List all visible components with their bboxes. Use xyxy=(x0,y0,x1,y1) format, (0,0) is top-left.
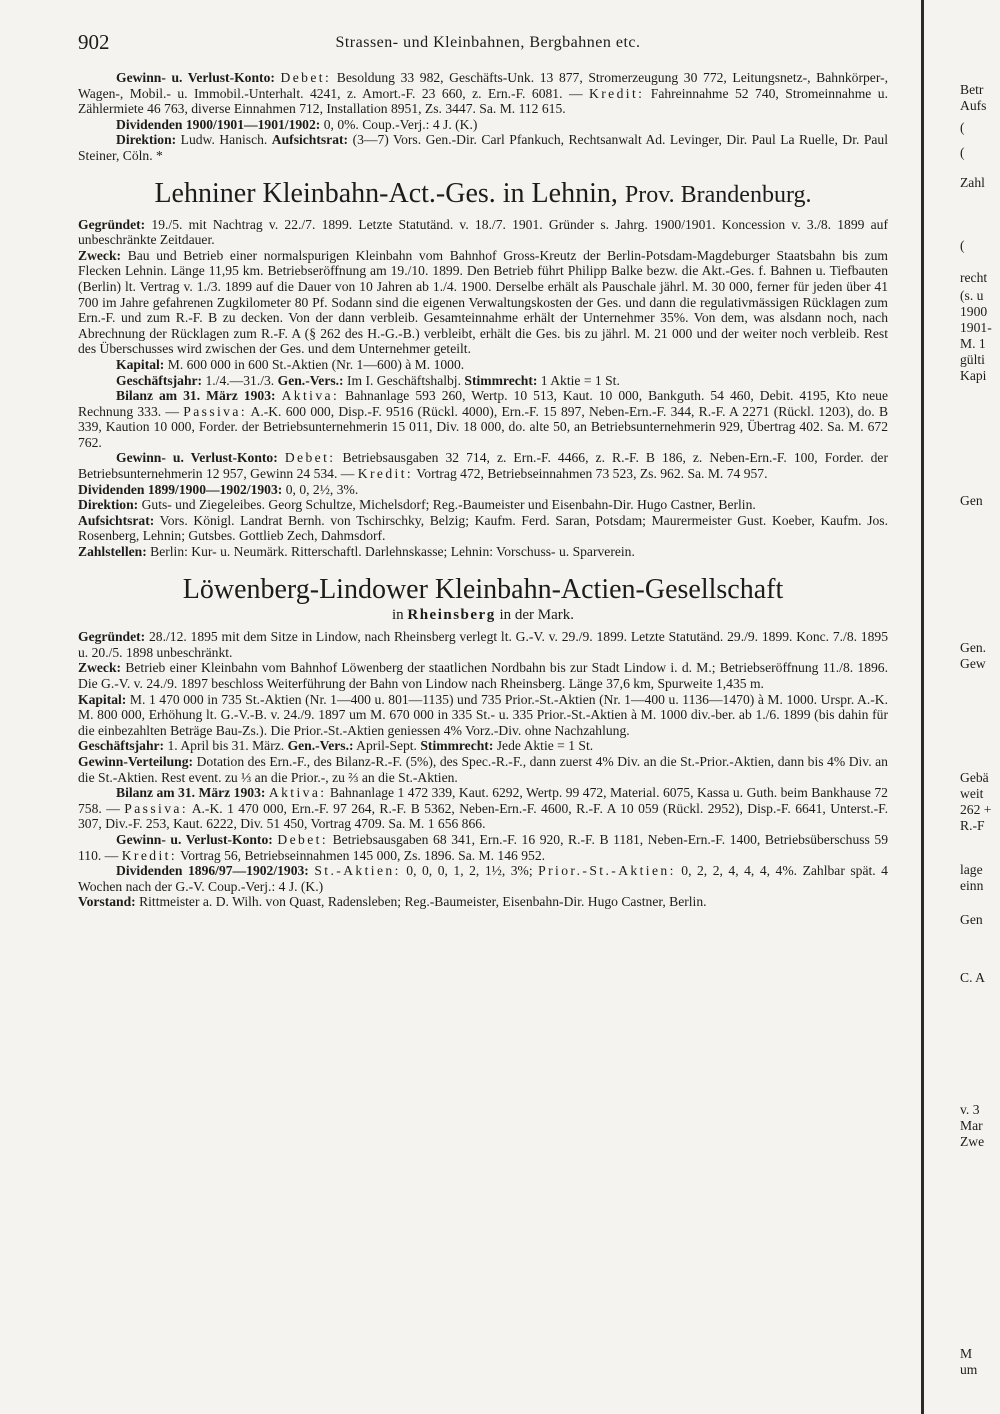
column-divider xyxy=(921,0,924,1414)
field-text: 0, 0, 2½, 3%. xyxy=(285,481,359,497)
company-title-lehnin xyxy=(78,178,888,211)
field-text: 1. April bis 31. März. xyxy=(167,738,285,754)
company-title-loewenberg: Löwenberg-Lindower Kleinbahn-Actien-Gesellschaft xyxy=(182,573,784,605)
lehnin-kapital xyxy=(78,357,888,373)
running-title: Strassen- und Kleinbahnen, Bergbahnen etc. xyxy=(335,34,641,51)
field-text: Betriebsausgaben 68 341, Ern.-F. 16 920, R.-F. B 1181, Neben-Ern.-F. 1400, Betriebsüberschuss 59 110. — xyxy=(78,831,889,863)
passiva-label: Passiva: xyxy=(183,403,247,419)
aktiva-label: Aktiva: xyxy=(281,388,340,404)
loewenberg-zweck xyxy=(78,660,888,691)
margin-fragment: Gen. xyxy=(960,640,987,655)
kredit-label: Kredit: xyxy=(589,85,645,101)
end-mark: * xyxy=(156,147,163,163)
subtitle-prefix: in xyxy=(391,606,404,623)
debet-label: Debet: xyxy=(280,70,332,85)
margin-fragment: Zahl xyxy=(960,175,985,190)
loewenberg-kapital xyxy=(78,692,888,739)
loewenberg-gegruendet xyxy=(78,629,888,660)
field-text: Fahreinnahme 52 740, Stromeinnahme u. Zählermiete 46 763, diverse Einnahmen 712, Installation 8951, Zs. 3447. Sa. M. 112 615. xyxy=(78,85,888,117)
company-title-province: Prov. Brandenburg. xyxy=(624,181,812,208)
subtitle-location: Rheinsberg xyxy=(407,606,496,623)
margin-fragment: ( xyxy=(960,238,965,253)
margin-fragment: v. 3 xyxy=(960,1102,980,1117)
field-label: Stimmrecht: xyxy=(420,738,494,754)
margin-fragment: 1901- xyxy=(960,320,992,335)
adjacent-page-fragments xyxy=(926,0,1000,1414)
prev-div-paragraph xyxy=(78,117,888,133)
field-label: Dividenden 1900/1901—1901/1902: xyxy=(116,116,321,132)
lehnin-dividenden xyxy=(78,482,888,498)
field-text: Vortrag 56, Betriebseinnahmen 145 000, Zs. 1896. Sa. M. 146 952. xyxy=(180,847,546,863)
margin-fragment: R.-F xyxy=(960,818,985,833)
field-text: Besoldung 33 982, Geschäfts-Unk. 13 877, Stromerzeugung 30 772, Leitungsnetz-, Bahnkörper-, Wagen-, Mobil.- u. Immobil.-Unterhalt. 4241, z. Amort.-F. 23 660, z. Ern.-F. 6081. — xyxy=(78,70,889,101)
margin-fragment: weit xyxy=(960,786,984,801)
field-label: Gewinn- u. Verlust-Konto: xyxy=(116,831,273,847)
field-label: Zweck: xyxy=(78,247,122,263)
margin-fragment: einn xyxy=(960,878,984,893)
lehnin-zahlstellen xyxy=(78,544,888,560)
field-text: Jede Aktie = 1 St. xyxy=(496,738,594,754)
field-text: 19./5. mit Nachtrag v. 22./7. 1899. Letzte Statutänd. v. 18./7. 1901. Gründer s. Jahrg. 1900/1901. Koncession v. 3./8. 1899 auf unbeschränkte Zeitdauer. xyxy=(78,216,888,248)
margin-fragment: Gebä xyxy=(960,770,989,785)
lehnin-geschaeftsjahr xyxy=(78,373,888,389)
field-text: 0, 0%. Coup.-Verj.: 4 J. (K.) xyxy=(323,116,478,132)
field-label: Gegründet: xyxy=(78,629,146,645)
lehnin-gegruendet xyxy=(78,217,888,248)
kredit-label: Kredit: xyxy=(121,847,177,863)
field-label: Gegründet: xyxy=(78,216,146,232)
loewenberg-guv xyxy=(78,832,888,863)
lehnin-direktion xyxy=(78,497,888,513)
field-text: Bahnanlage 1 472 339, Kaut. 6292, Wertp. 99 472, Material. 6075, Kassa u. Guth. beim Bankhause 72 758. — xyxy=(78,785,888,816)
margin-fragment: Betr xyxy=(960,82,984,97)
field-label: Gen.-Vers.: xyxy=(287,738,354,754)
field-label: Zweck: xyxy=(78,660,122,676)
margin-fragment: M xyxy=(960,1346,973,1361)
prev-dir-paragraph xyxy=(78,132,888,163)
field-text: Guts- und Ziegeleibes. Georg Schultze, Michelsdorf; Reg.-Baumeister und Eisenbahn-Dir. Hugo Castner, Berlin. xyxy=(141,497,756,513)
field-label: Geschäftsjahr: xyxy=(116,372,203,388)
field-text: M. 1 470 000 in 735 St.-Aktien (Nr. 1—400 u. 801—1135) und 735 Prior.-St.-Aktien (Nr. 1—400 u. 1136—1470) à M. 1000. Urspr. A.-K. M. 800 000, Erhöhung lt. G.-V.-B. v. 24./9. 1897 um M. 670 000 in 335 St.- u. 335 Prior.-St.-Aktien à M. 1000 div.-ber. ab 1./6. 1899 (bis dahin für die einbezahlten Beträge Bau-Zs.). Die Prior.-St.-Aktien geniessen 4% Vorz.-Div. ohne Nachzahlung. xyxy=(78,691,888,738)
field-text: (3—7) Vors. Gen.-Dir. Carl Pfankuch, Rechtsanwalt Ad. Levinger, Dir. Paul La Ruelle, Dr. Paul Steiner, Cöln. xyxy=(78,132,889,163)
page-number: 902 xyxy=(78,30,110,54)
margin-fragment: 1900 xyxy=(960,304,988,319)
page-header xyxy=(78,30,898,60)
field-text: A.-K. 600 000, Disp.-F. 9516 (Rückl. 4000), Ern.-F. 15 897, Neben-Ern.-F. 344, R.-F. A 2271 (Rückl. 1203), do. B 339, Kaution 10 000, Forder. der Betriebsunternehmerin 15 011, Div. 18 000, do. alte 50, an Betriebsunternehmerin 929, Übertrag 402. Sa. M. 672 762. xyxy=(78,403,889,450)
margin-fragment: Kapi xyxy=(960,368,987,383)
prev-gv-paragraph xyxy=(78,70,888,117)
field-text: Rittmeister a. D. Wilh. von Quast, Radensleben; Reg.-Baumeister, Eisenbahn-Dir. Hugo Castner, Berlin. xyxy=(139,894,707,910)
margin-fragment: ( xyxy=(960,120,965,135)
margin-fragment: Gen xyxy=(960,493,983,508)
field-label: Direktion: xyxy=(116,132,177,148)
kredit-label: Kredit: xyxy=(357,466,414,482)
field-label: Zahlstellen: xyxy=(78,544,147,560)
margin-fragment: Zwe xyxy=(960,1134,985,1149)
field-text: April-Sept. xyxy=(356,738,417,754)
debet-label: Debet: xyxy=(284,450,336,466)
field-text: A.-K. 1 470 000, Ern.-F. 97 264, R.-F. B 5362, Neben-Ern.-F. 4600, R.-F. A 10 059 (Rückl. 2952), Disp.-F. 6641, Unterst.-F. 307, Div.-F. 253, Kaut. 6222, Div. 51 450, Vortrag 4709. Sa. M. 1 656 866. xyxy=(78,800,889,832)
field-label: Gewinn-Verteilung: xyxy=(78,753,194,769)
margin-fragment: Aufs xyxy=(960,98,987,113)
field-label: Kapital: xyxy=(116,356,165,372)
field-label: Vorstand: xyxy=(78,894,136,910)
field-label: Aufsichtsrat: xyxy=(78,512,155,528)
lehnin-guv xyxy=(78,450,888,481)
main-column xyxy=(78,70,888,910)
passiva-label: Passiva: xyxy=(124,800,189,816)
field-text: 0, 0, 0, 1, 2, 1½, 3%; xyxy=(406,863,533,879)
debet-label: Debet: xyxy=(277,831,329,847)
field-label: Aufsichtsrat: xyxy=(271,132,349,148)
prior-aktien-label: Prior.-St.-Aktien: xyxy=(538,863,676,879)
margin-fragment: 262 + xyxy=(960,802,992,817)
field-text: Ludw. Hanisch. xyxy=(180,132,268,148)
margin-fragment: Gen xyxy=(960,912,983,927)
aktiva-label: Aktiva: xyxy=(268,785,327,801)
margin-fragment: um xyxy=(960,1362,978,1377)
field-text: 0, 2, 2, 4, 4, 4, 4%. Zahlbar spät. 4 Wochen nach der G.-V. Coup.-Verj.: 4 J. (K.) xyxy=(78,863,888,894)
loewenberg-gewinnverteilung xyxy=(78,754,888,785)
field-label: Geschäftsjahr: xyxy=(78,738,165,754)
field-text: Bahnanlage 593 260, Wertp. 10 513, Kaut. 10 000, Bankguth. 54 460, Debit. 4195, Kto neue Rechnung 333. — xyxy=(78,388,889,419)
margin-fragment: Mar xyxy=(960,1118,983,1133)
loewenberg-dividenden xyxy=(78,863,888,894)
field-text: Vors. Königl. Landrat Bernh. von Tschirschky, Belzig; Kaufm. Ferd. Saran, Potsdam; Maurermeister Gust. Koeber, Kaufm. Jos. Rosenberg, Lehnin; Gutsbes. Gottlieb Zech, Dahmsdorf. xyxy=(78,512,888,544)
margin-fragment: (s. u xyxy=(960,288,984,303)
field-text: 1./4.—31./3. xyxy=(205,372,275,388)
field-text: 1 Aktie = 1 St. xyxy=(540,372,620,388)
loewenberg-bilanz xyxy=(78,785,888,832)
field-text: Berlin: Kur- u. Neumärk. Ritterschaftl. Darlehnskasse; Lehnin: Vorschuss- u. Sparverein. xyxy=(150,544,635,560)
field-label: Direktion: xyxy=(78,497,139,513)
field-label: Dividenden 1899/1900—1902/1903: xyxy=(78,481,283,497)
st-aktien-label: St.-Aktien: xyxy=(314,863,401,879)
margin-fragment: recht xyxy=(960,270,988,285)
loewenberg-vorstand xyxy=(78,894,888,910)
field-label: Stimmrecht: xyxy=(464,372,538,388)
field-label: Dividenden 1896/97—1902/1903: xyxy=(116,863,309,879)
margin-fragment: ( xyxy=(960,145,965,160)
lehnin-bilanz xyxy=(78,388,888,450)
lehnin-aufsichtsrat xyxy=(78,513,888,544)
lehnin-zweck xyxy=(78,248,888,357)
field-text: Bau und Betrieb einer normalspurigen Kleinbahn vom Bahnhof Gross-Kreutz der Berlin-Potsdam-Magdeburger Staatsbahn bis zum Flecken Lehnin. Länge 11,95 km. Betriebseröffnung am 19./10. 1899. Den Betrieb führt Philipp Balke bezw. die Akt.-Ges. f. Bahnen u. Tiefbauten (Berlin) lt. Vertrag v. 1./3. 1899 auf die Dauer von 10 Jahren ab 1./4. 1900. Derselbe erhält als Pauschale jährl. M. 30 000, ferner für jeden über 41 700 im Jahre gefahrenen Zugkilometer 80 Pf. Sodann sind die eigenen Verwaltungskosten der Ges. und dann die regulativmässigen Rücklagen zum Ern.-F. und zum R.-F. B zu decken. Von der dann verbleib. Gesamteinnahme erhält der Unternehmer 35%. Von dem, was alsdann noch, nach Abrechnung der Rücklagen zum R.-F. A (§ 262 des H.-G.-B.) verbleibt, erhält die Ges. bis zu jährl. M. 21 000 und der weiter noch verbleib. Rest des Überschusses wird zwischen der Ges. und dem Unternehmer geteilt. xyxy=(78,247,888,357)
field-label: Kapital: xyxy=(78,691,127,707)
margin-fragment: lage xyxy=(960,862,983,877)
subtitle-suffix: in der Mark. xyxy=(499,606,575,623)
margin-fragment: gülti xyxy=(960,352,985,367)
field-text: Betrieb einer Kleinbahn vom Bahnhof Löwenberg der staatlichen Nordbahn bis zur Stadt Lindow i. d. M.; Betriebseröffnung 11./8. 1896. Die G.-V. v. 24./9. 1897 beschloss Weiterführung der Bahn von Lindow nach Rheinsberg. Länge 37,6 km, Spurweite 1,435 m. xyxy=(78,660,888,691)
field-text: M. 600 000 in 600 St.-Aktien (Nr. 1—600) à M. 1000. xyxy=(167,356,465,372)
company-title-text: Lehniner Kleinbahn-Act.-Ges. in Lehnin, xyxy=(154,177,618,209)
field-label: Bilanz am 31. März 1903: xyxy=(116,388,276,404)
margin-fragment: M. 1 xyxy=(960,336,986,351)
margin-fragment: C. A xyxy=(960,970,985,985)
field-text: Vortrag 472, Betriebseinnahmen 73 523, Zs. 962. Sa. M. 74 957. xyxy=(416,466,768,482)
field-label: Gewinn- u. Verlust-Konto: xyxy=(116,70,275,85)
company-subtitle xyxy=(78,608,888,624)
field-text: Betriebsausgaben 32 714, z. Ern.-F. 4466, z. R.-F. B 186, z. Neben-Ern.-F. 100, Forder. der Betriebsunternehmerin 12 957, Gewinn 24 534. — xyxy=(78,450,888,482)
margin-fragment: Gew xyxy=(960,656,986,671)
loewenberg-geschaeftsjahr xyxy=(78,738,888,754)
field-text: 28./12. 1895 mit dem Sitze in Lindow, nach Rheinsberg verlegt lt. G.-V. v. 29./9. 1899. Letzte Statutänd. 29./9. 1899. Konc. 7./8. 1895 u. 20./5. 1898 unbeschränkt. xyxy=(78,629,888,660)
field-label: Gen.-Vers.: xyxy=(277,372,344,388)
field-text: Im I. Geschäftshalbj. xyxy=(346,372,461,388)
field-label: Bilanz am 31. März 1903: xyxy=(116,785,266,801)
field-text: Dotation des Ern.-F., des Bilanz-R.-F. (5%), des Spec.-R.-F., dann zuerst 4% Div. an die St.-Prior.-Aktien, dann bis 4% Div. an die St.-Aktien. Rest event. zu ⅓ an die Prior.-, zu ⅔ an die St.-Aktien. xyxy=(78,753,888,785)
field-label: Gewinn- u. Verlust-Konto: xyxy=(116,450,278,466)
